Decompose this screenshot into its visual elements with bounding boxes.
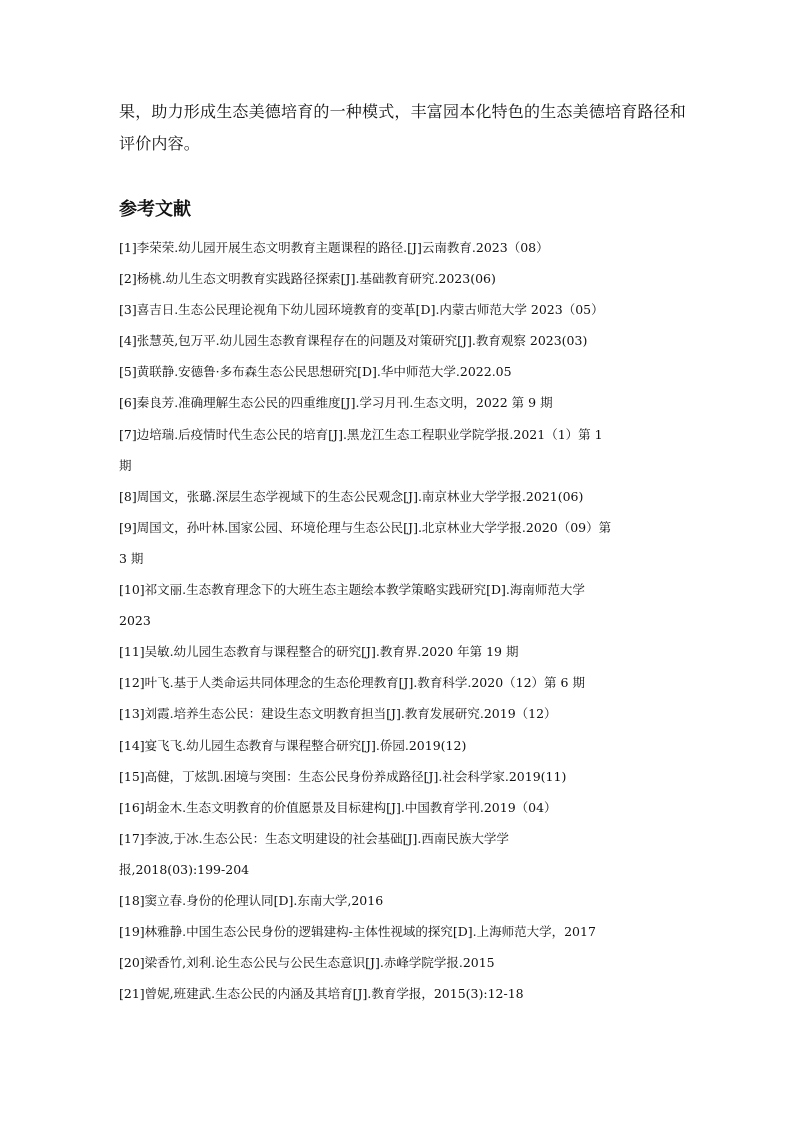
references-heading: 参考文献 <box>119 199 191 220</box>
reference-line: 2023 <box>119 613 151 629</box>
reference-line: [10]祁文丽.生态教育理念下的大班生态主题绘本教学策略实践研究[D].海南师范大学 <box>119 582 585 598</box>
intro-line: 评价内容。 <box>119 134 201 153</box>
reference-list <box>119 232 684 1009</box>
reference-line: [8]周国文，张璐.深层生态学视域下的生态公民观念[J].南京林业大学学报.2021(06) <box>119 488 584 504</box>
reference-line: [1]李荣荣.幼儿园开展生态文明教育主题课程的路径.[J]云南教育.2023（08） <box>119 240 549 255</box>
reference-line: 报,2018(03):199-204 <box>119 861 250 877</box>
reference-line: [5]黄联静.安德鲁·多布森生态公民思想研究[D].华中师范大学.2022.05 <box>119 364 512 380</box>
intro-paragraph <box>119 96 689 160</box>
reference-line: [7]边培瑞.后疫情时代生态公民的培育[J].黑龙江生态工程职业学院学报.2021（1）第 1 <box>119 426 603 442</box>
reference-line: [11]吴敏.幼儿园生态教育与课程整合的研究[J].教育界.2020 年第 19 期 <box>119 644 519 660</box>
reference-line: [12]叶飞.基于人类命运共同体理念的生态伦理教育[J].教育科学.2020（12）第 6 期 <box>119 675 585 691</box>
reference-line: [18]窦立春.身份的伦理认同[D].东南大学,2016 <box>119 892 384 908</box>
reference-line: [6]秦良芳.准确理解生态公民的四重维度[J].学习月刊.生态文明，2022 第 9 期 <box>119 395 553 411</box>
intro-line: 果，助力形成生态美德培育的一种模式，丰富园本化特色的生态美德培育路径和 <box>119 102 687 121</box>
reference-line: [14]宴飞飞.幼儿园生态教育与课程整合研究[J].侨园.2019(12) <box>119 737 467 753</box>
reference-line: [17]李波,于冰.生态公民：生态文明建设的社会基础[J].西南民族大学学 <box>119 830 509 846</box>
reference-line: [3]喜吉日.生态公民理论视角下幼儿园环境教育的变革[D].内蒙古师范大学 2023（05） <box>119 302 604 318</box>
reference-line: 3 期 <box>119 550 144 566</box>
reference-line: [16]胡金木.生态文明教育的价值愿景及目标建构[J].中国教育学刊.2019（04） <box>119 799 557 815</box>
reference-line: [15]高健，丁炫凯.困境与突围：生态公民身份养成路径[J].社会科学家.2019(11) <box>119 768 567 784</box>
reference-line: [2]杨桃.幼儿生态文明教育实践路径探索[J].基础教育研究.2023(06) <box>119 271 496 287</box>
reference-line: [4]张慧英,包万平.幼儿园生态教育课程存在的问题及对策研究[J].教育观察 2023(03) <box>119 333 588 349</box>
reference-line: [19]林雅静.中国生态公民身份的逻辑建构-主体性视域的探究[D].上海师范大学，2017 <box>119 924 596 940</box>
reference-line: [20]梁香竹,刘利.论生态公民与公民生态意识[J].赤峰学院学报.2015 <box>119 955 495 971</box>
reference-line: [9]周国文，孙叶林.国家公园、环境伦理与生态公民[J].北京林业大学学报.2020（09）第 <box>119 519 612 535</box>
reference-line: [13]刘霞.培养生态公民：建设生态文明教育担当[J].教育发展研究.2019（12） <box>119 706 557 722</box>
reference-line: [21]曾妮,班建武.生态公民的内涵及其培育[J].教育学报，2015(3):12-18 <box>119 986 524 1002</box>
reference-line: 期 <box>119 457 132 473</box>
